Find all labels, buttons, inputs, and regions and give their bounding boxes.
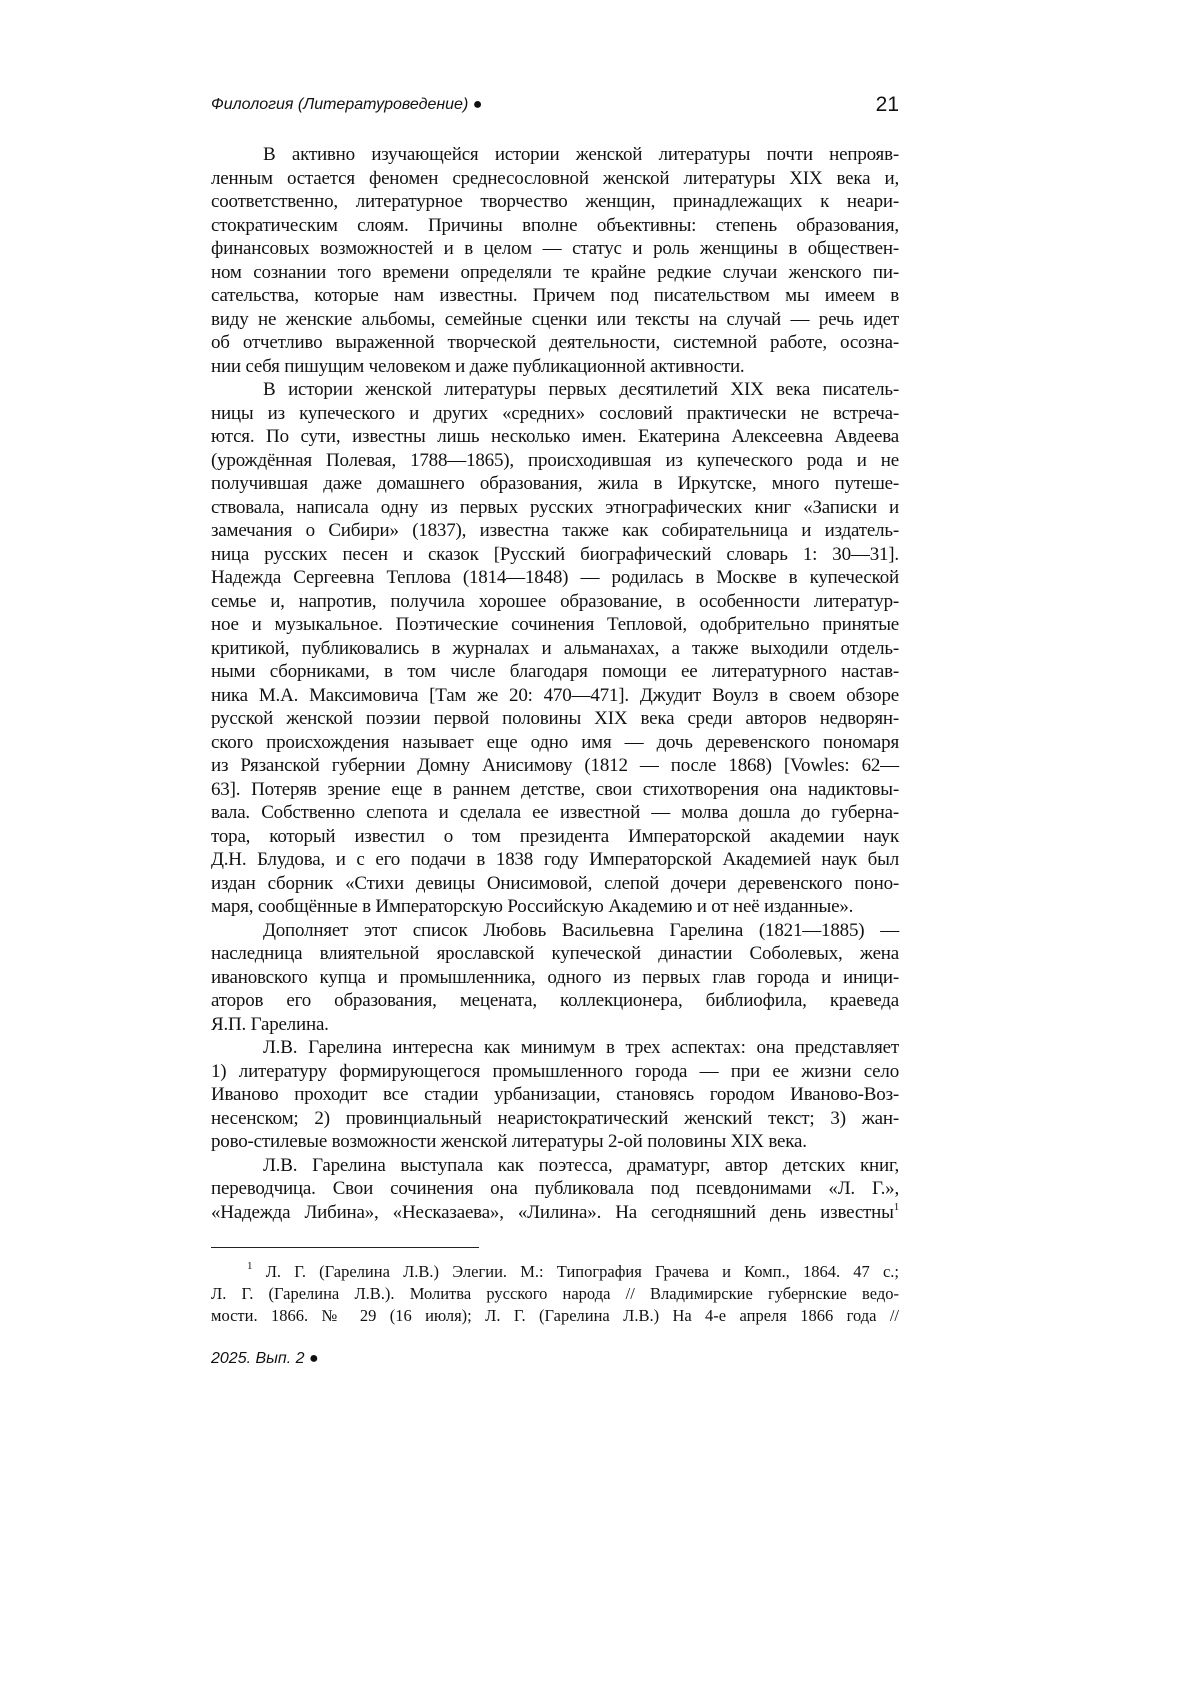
footnote-line [211, 1283, 899, 1305]
text-line [211, 919, 899, 943]
text-line [211, 425, 899, 449]
text-line-content: соответственно, литературное творчество женщин, принадлежащих к неари- [211, 191, 899, 212]
text-line-content: переводчица. Свои сочинения она публиковала под псевдонимами «Л. Г.», [211, 1178, 899, 1199]
paragraph [211, 143, 899, 378]
text-line-content: (урождённая Полевая, 1788—1865), происходившая из купеческого рода и не [211, 449, 899, 471]
text-line-content: ницы из купеческого и других «средних» сословий практически не встреча- [211, 402, 899, 424]
text-line-content: из Рязанской губернии Домну Анисимову (1812 — после 1868) [Vowles: 62— [211, 755, 899, 776]
text-line [211, 543, 899, 567]
text-line-content: виду не женские альбомы, семейные сценки или тексты на случай — речь идет [211, 308, 899, 330]
text-line [211, 237, 899, 261]
footnote-text: мости. 1866. № 29 (16 июля); Л. Г. (Гарелина Л.В.) На 4-е апреля 1866 года // [211, 1306, 899, 1325]
text-line [211, 472, 899, 496]
footnote-line [211, 1305, 899, 1327]
text-line [211, 1083, 899, 1107]
text-line [211, 167, 899, 191]
text-line-content: ница русских песен и сказок [Русский биографический словарь 1: 30—31]. [211, 543, 899, 565]
footnote-divider [211, 1247, 479, 1248]
text-line [211, 566, 899, 590]
text-line-content: Д.Н. Блудова, и с его подачи в 1838 году Императорской Академией наук был [211, 849, 899, 870]
text-line [211, 1130, 899, 1154]
text-line [211, 778, 899, 802]
footnote-text: Л. Г. (Гарелина Л.В.) Элегии. М.: Типография Грачева и Комп., 1864. 47 с.; [252, 1262, 899, 1281]
text-line-content: 63]. Потеряв зрение еще в раннем детстве, свои стихотворения она надиктовы- [211, 778, 899, 800]
text-line [211, 731, 899, 755]
text-line-content: семье и, напротив, получила хорошее образование, в особенности литератур- [211, 590, 899, 612]
text-line-content: Иваново проходит все стадии урбанизации, становясь городом Иваново-Воз- [211, 1084, 899, 1105]
page-number: 21 [875, 93, 899, 116]
text-line [211, 613, 899, 637]
text-line [211, 660, 899, 684]
text-line [211, 214, 899, 238]
footnote-reference[interactable]: 1 [893, 1200, 899, 1213]
text-line [211, 848, 899, 872]
footnote-mark: 1 [247, 1260, 253, 1272]
text-line-content: ются. По сути, известны лишь несколько имен. Екатерина Алексеевна Авдеева [211, 426, 899, 447]
text-line [211, 284, 899, 308]
text-line-content: аторов его образования, мецената, коллекционера, библиофила, краеведа [211, 990, 899, 1011]
text-line [211, 1177, 899, 1201]
text-line-content: «Надежда Либина», «Несказаева», «Лилина». На сегодняшний день известны [211, 1201, 894, 1223]
text-line-content: ном сознании того времени определяли те крайне редкие случаи женского пи- [211, 261, 899, 283]
text-line-content: вала. Собственно слепота и сделала ее известной — молва дошла до губерна- [211, 802, 899, 823]
running-footer: 2025. Вып. 2 ● [211, 1350, 319, 1367]
text-line-content: об отчетливо выраженной творческой деятельности, системной работе, осозна- [211, 332, 899, 353]
text-line [211, 707, 899, 731]
text-line-content: критикой, публиковались в журналах и альманахах, а также выходили отдель- [211, 637, 899, 659]
text-line [211, 825, 899, 849]
text-line [211, 754, 899, 778]
text-line [211, 1036, 899, 1060]
text-line-content: маря, сообщённые в Императорскую Российскую Академию и от неё изданные». [211, 896, 854, 917]
text-line-content: ленным остается феномен среднесословной женской литературы XIX века и, [211, 167, 899, 189]
text-line [211, 1154, 899, 1178]
text-line-content: В истории женской литературы первых десятилетий XIX века писатель- [263, 379, 899, 400]
text-line-content: наследница влиятельной ярославской купеческой династии Соболевых, жена [211, 943, 899, 964]
text-line [211, 590, 899, 614]
text-line-content: финансовых возможностей и в целом — статус и роль женщины в обществен- [211, 238, 899, 259]
text-line-content: Дополняет этот список Любовь Васильевна Гарелина (1821—1885) — [263, 919, 899, 941]
text-line [211, 684, 899, 708]
text-line [211, 966, 899, 990]
text-line-content: замечания о Сибири» (1837), известна также как собирательница и издатель- [211, 520, 899, 541]
text-line [211, 1060, 899, 1084]
text-line [211, 402, 899, 426]
paragraph [211, 1036, 899, 1154]
text-line [211, 801, 899, 825]
text-line-content: В активно изучающейся истории женской литературы почти непрояв- [263, 144, 899, 165]
text-line [211, 895, 899, 919]
text-line [211, 942, 899, 966]
article-body [211, 143, 899, 1224]
text-line [211, 308, 899, 332]
footnote-text: Л. Г. (Гарелина Л.В.). Молитва русского народа // Владимирские губернские ведо- [211, 1284, 899, 1303]
text-line-content: ное и музыкальное. Поэтические сочинения Тепловой, одобрительно принятые [211, 614, 899, 635]
text-line-content: сательства, которые нам известны. Причем под писательством мы имеем в [211, 285, 899, 306]
text-line-content: ника М.А. Максимовича [Там же 20: 470—471]. Джудит Воулз в своем обзоре [211, 684, 899, 706]
text-line-content: Л.В. Гарелина выступала как поэтесса, драматург, автор детских книг, [263, 1154, 899, 1176]
running-header: Филология (Литературоведение) ● [211, 96, 483, 113]
text-line-content: ивановского купца и промышленника, одного из первых глав города и иници- [211, 966, 899, 988]
paragraph [211, 378, 899, 919]
text-line [211, 496, 899, 520]
text-line [211, 449, 899, 473]
text-line [211, 261, 899, 285]
text-line [211, 378, 899, 402]
text-line [211, 637, 899, 661]
text-line [211, 872, 899, 896]
text-line-content: Я.П. Гарелина. [211, 1013, 329, 1035]
footnotes [211, 1261, 899, 1327]
text-line-content: русской женской поэзии первой половины XIX века среди авторов недворян- [211, 708, 899, 729]
text-line-content: ского происхождения называет еще одно имя — дочь деревенского пономаря [211, 731, 899, 753]
footnote-line [211, 1261, 899, 1283]
text-line-content: Л.В. Гарелина интересна как минимум в трех аспектах: она представляет [263, 1037, 899, 1058]
text-line-content: издан сборник «Стихи девицы Онисимовой, слепой дочери деревенского поно- [211, 872, 899, 894]
text-line [211, 519, 899, 543]
text-line [211, 190, 899, 214]
paragraph [211, 1154, 899, 1225]
text-line-content: ствовала, написала одну из первых русских этнографических книг «Записки и [211, 496, 899, 518]
text-line [211, 331, 899, 355]
paragraph [211, 919, 899, 1037]
text-line-content: стократическим слоям. Причины вполне объективны: степень образования, [211, 214, 899, 236]
text-line-content: рово-стилевые возможности женской литературы 2-ой половины XIX века. [211, 1131, 807, 1152]
text-line [211, 143, 899, 167]
text-line [211, 989, 899, 1013]
text-line-content: 1) литературу формирующегося промышленного города — при ее жизни село [211, 1060, 899, 1082]
text-line [211, 1201, 899, 1225]
text-line-content: Надежда Сергеевна Теплова (1814—1848) — родилась в Москве в купеческой [211, 567, 899, 588]
text-line [211, 355, 899, 379]
text-line-content: ными сборниками, в том числе благодаря помощи ее литературного настав- [211, 661, 899, 682]
text-line-content: нии себя пишущим человеком и даже публикационной активности. [211, 355, 745, 377]
text-line [211, 1013, 899, 1037]
text-line [211, 1107, 899, 1131]
text-line-content: получившая даже домашнего образования, жила в Иркутске, много путеше- [211, 473, 899, 494]
text-line-content: несенском; 2) провинциальный неаристократический женский текст; 3) жан- [211, 1107, 899, 1129]
text-line-content: тора, который известил о том президента Императорской академии наук [211, 825, 899, 847]
